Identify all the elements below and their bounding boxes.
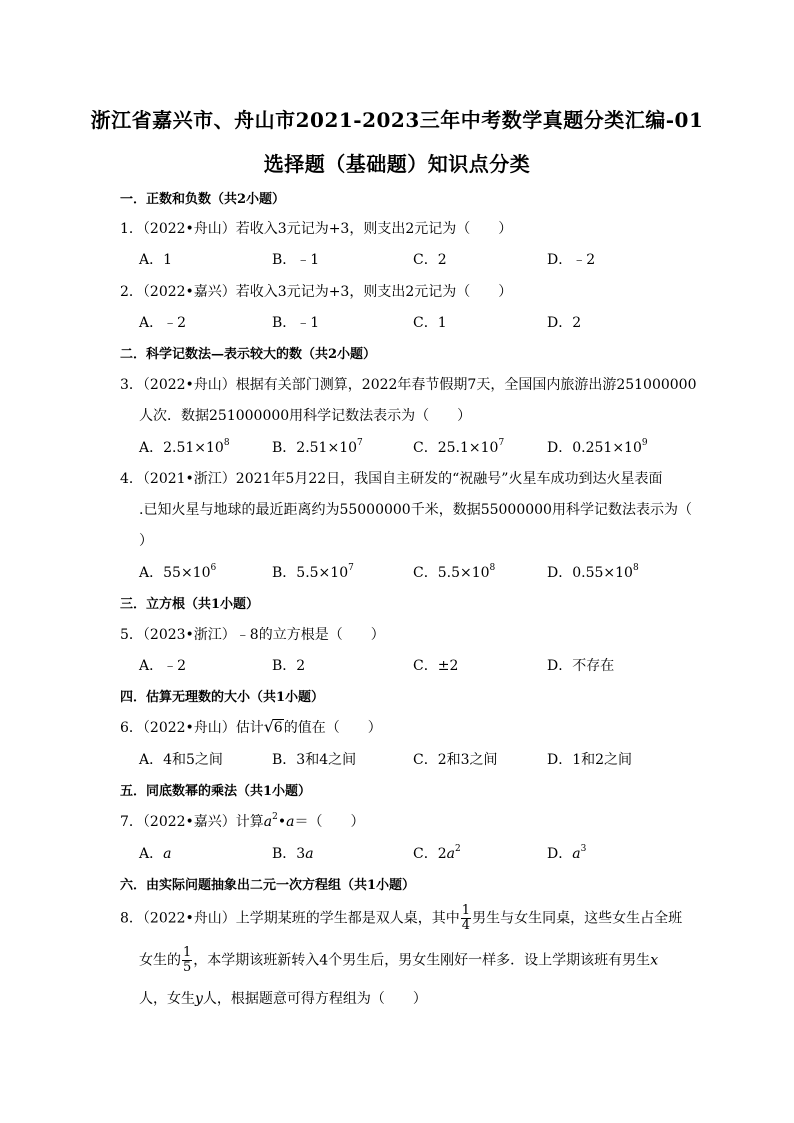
question-8-stem-line1: 8．（2022•舟山）上学期某班的学生都是双人桌，其中 $\frac{1}{4}$ 男生与女生同桌，这些女生占全班: [120, 903, 683, 933]
fraction-one-fifth: $\frac{1}{5}$: [183, 945, 192, 975]
question-1-stem: 1．（2022•舟山）若收入3元记为+3，则支出2元记为（ ）: [120, 221, 513, 237]
question-6-options: [139, 749, 699, 769]
option-c: C．$5.5\times 10^8$: [413, 563, 496, 581]
option-b: B．$5.5\times 10^7$: [272, 563, 354, 581]
option-b: B．3和4之间: [272, 752, 357, 768]
option-c: C．2: [413, 252, 447, 268]
question-4-stem-line3: ）: [139, 533, 153, 549]
question-5-options: [139, 655, 699, 675]
option-a: A．$55\times 10^6$: [139, 563, 217, 581]
document-title-line1: 浙江省嘉兴市、舟山市2021-2023三年中考数学真题分类汇编-01: [90, 108, 704, 132]
question-4-stem-line1: 4．（2021•浙江）2021年5月22日，我国自主研发的“祝融号”火星车成功到达火星表面: [120, 471, 663, 487]
question-6-stem: 6．（2022•舟山）估计 √ 6的值在（ ）: [120, 717, 382, 736]
question-7-stem: 7．（2022•嘉兴）计算$a^2•a=$（ ）: [120, 812, 365, 830]
option-a: A．﹣2: [139, 315, 187, 331]
option-d: D．﹣2: [547, 252, 596, 268]
question-3-stem-line1: 3．（2022•舟山）根据有关部门测算，2022年春节假期7天，全国国内旅游出游251000000: [120, 377, 697, 393]
section-heading: 一．正数和负数（共2小题）: [120, 192, 286, 207]
square-root: √ 6: [263, 717, 283, 736]
option-d: D．$a^3$: [547, 844, 587, 862]
option-d: D．$0.55\times 10^8$: [547, 563, 639, 581]
question-2-stem: 2．（2022•嘉兴）若收入3元记为+3，则支出2元记为（ ）: [120, 284, 513, 300]
option-d: D．2: [547, 315, 582, 331]
option-b: B．﹣1: [272, 252, 320, 268]
section-heading: 二．科学记数法—表示较大的数（共2小题）: [120, 347, 377, 362]
question-8-stem-line2: 女生的 $\frac{1}{5}$ ，本学期该班新转入4个男生后，男女生刚好一样多．设上学期该班有男生x: [139, 945, 659, 975]
option-b: B．2: [272, 658, 306, 674]
section-heading: 四．估算无理数的大小（共1小题）: [120, 690, 325, 705]
option-a: A．4和5之间: [139, 752, 223, 768]
question-1-options: [139, 249, 699, 269]
option-c: C．$25.1\times 10^7$: [413, 438, 505, 456]
question-8-stem-line3: 人，女生y人，根据题意可得方程组为（ ）: [139, 991, 427, 1007]
option-a: A．$2.51\times 10^8$: [139, 438, 230, 456]
option-c: C．$2a^2$: [413, 844, 461, 862]
fraction-one-quarter: $\frac{1}{4}$: [461, 903, 471, 933]
option-c: C．1: [413, 315, 447, 331]
section-heading: 五．同底数幂的乘法（共1小题）: [120, 784, 312, 799]
option-c: C．2和3之间: [413, 752, 498, 768]
option-b: B．$2.51\times 10^7$: [272, 438, 363, 456]
option-b: B．﹣1: [272, 315, 320, 331]
option-d: D．不存在: [547, 658, 615, 674]
option-d: D．$0.251\times 10^9$: [547, 438, 648, 456]
option-a: A．1: [139, 252, 173, 268]
section-heading: 三．立方根（共1小题）: [120, 597, 260, 612]
option-a: A．a: [139, 846, 172, 862]
option-b: B．3a: [272, 846, 314, 862]
question-3-options: [139, 437, 699, 457]
question-2-options: [139, 312, 699, 332]
question-4-options: [139, 562, 699, 582]
option-c: C．±2: [413, 658, 459, 674]
section-heading: 六．由实际问题抽象出二元一次方程组（共1小题）: [120, 878, 416, 893]
question-5-stem: 5．（2023•浙江）﹣8的立方根是（ ）: [120, 627, 385, 643]
question-4-stem-line2: .已知火星与地球的最近距离约为55000000千米，数据55000000用科学记数法表示为（: [139, 502, 692, 518]
option-d: D．1和2之间: [547, 752, 633, 768]
question-3-stem-line2: 人次．数据251000000用科学记数法表示为（ ）: [139, 408, 472, 424]
option-a: A．﹣2: [139, 658, 187, 674]
question-7-options: [139, 843, 699, 863]
document-title-line2: 选择题（基础题）知识点分类: [263, 152, 531, 176]
